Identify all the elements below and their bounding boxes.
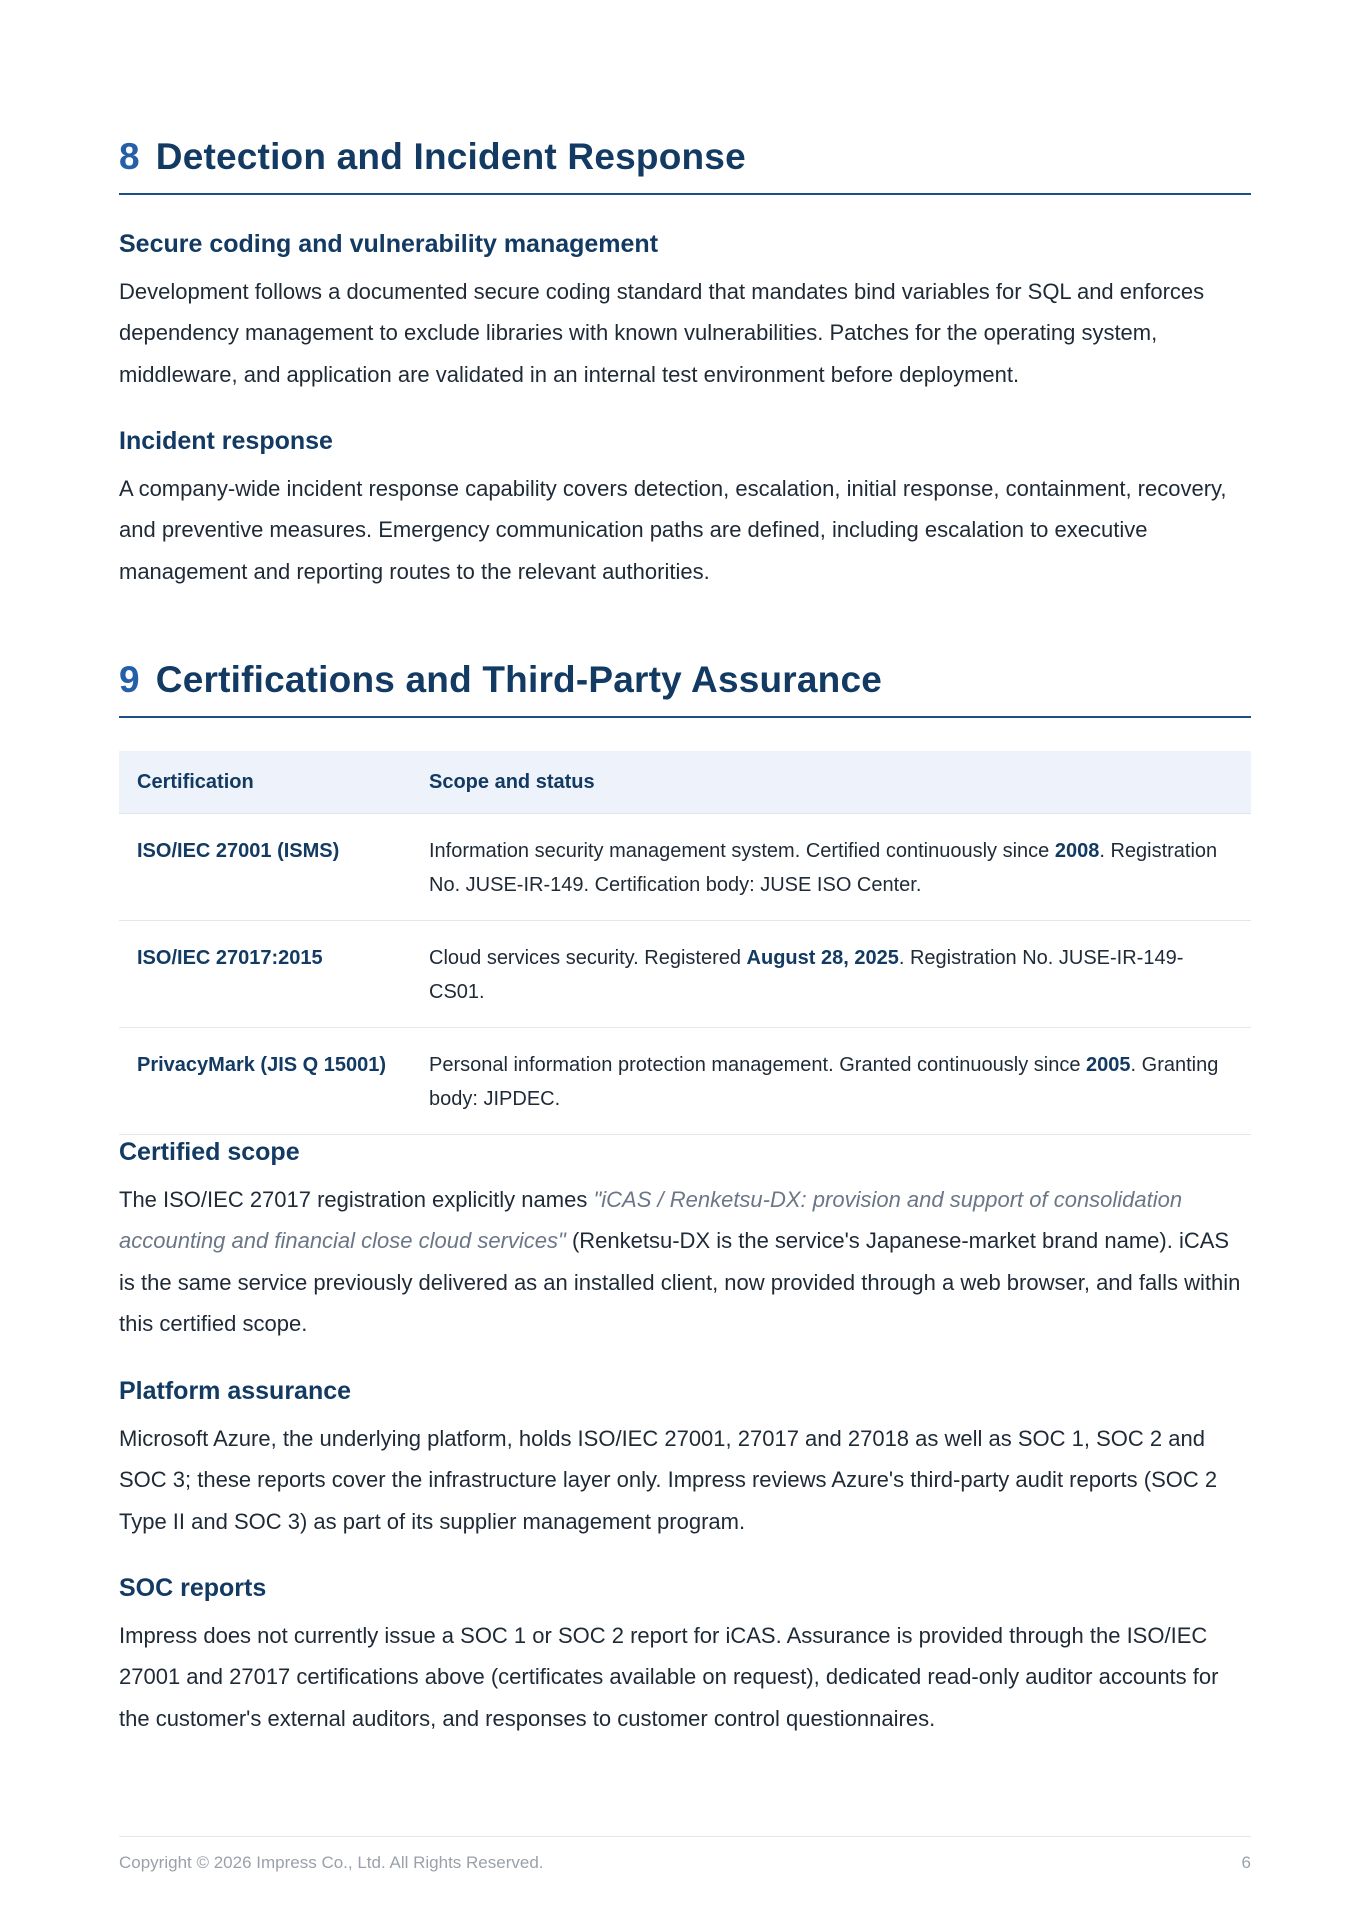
paragraph: Microsoft Azure, the underlying platform, holds ISO/IEC 27001, 27017 and 27018 as well as SOC 1, SOC 2 and SOC 3; these reports cover the infrastructure layer only. Impress reviews Azure's third-party audit reports (SOC 2 Type II and SOC 3) as part of its supplier management program. — [119, 1425, 1218, 1534]
section-title: Detection and Incident Response — [155, 136, 746, 177]
soc-reports-block — [119, 1572, 1251, 1739]
table-row — [119, 814, 1251, 921]
subsection-heading: SOC reports — [119, 1574, 267, 1602]
scope-cell — [411, 814, 1251, 921]
scope-cell — [411, 1028, 1251, 1135]
certification-name: PrivacyMark (JIS Q 15001) — [119, 1028, 411, 1135]
scope-text: . Registration No. JUSE-IR-149. Certification body: JUSE ISO Center. — [429, 840, 1218, 896]
section-9-heading — [119, 658, 1251, 718]
scope-highlight: 2005 — [1086, 1054, 1131, 1076]
certified-scope-block — [119, 1136, 1251, 1345]
platform-assurance-block — [119, 1375, 1251, 1542]
column-header-certification: Certification — [119, 751, 411, 814]
table-header-row — [119, 751, 1251, 814]
page-footer — [119, 1853, 1251, 1873]
subsection-heading: Platform assurance — [119, 1377, 352, 1405]
footer-divider — [119, 1836, 1251, 1837]
section-number: 8 — [119, 136, 140, 177]
scope-text: Personal information protection management. Granted continuously since — [429, 1054, 1087, 1076]
paragraph-text: The ISO/IEC 27017 registration explicitly names — [119, 1186, 594, 1212]
scope-highlight: 2008 — [1054, 840, 1100, 862]
scope-highlight: August 28, 2025 — [746, 947, 899, 969]
section-title: Certifications and Third-Party Assurance — [155, 659, 883, 700]
page-number: 6 — [1241, 1853, 1251, 1872]
incident-response-block — [119, 425, 1251, 592]
scope-cell — [411, 921, 1251, 1028]
table-row — [119, 1028, 1251, 1135]
column-header-scope: Scope and status — [411, 751, 1251, 814]
subsection-heading: Secure coding and vulnerability management — [119, 230, 659, 258]
scope-text: Cloud services security. Registered — [429, 947, 747, 969]
certifications-table — [119, 751, 1251, 1135]
quoted-scope: "iCAS / Renketsu-DX: provision and support of consolidation accounting and financial close cloud services" — [119, 1186, 1183, 1253]
paragraph: A company-wide incident response capability covers detection, escalation, initial response, containment, recovery, and preventive measures. Emergency communication paths are defined, including escalation to executive management and reporting routes to the relevant authorities. — [119, 475, 1227, 584]
paragraph: Impress does not currently issue a SOC 1 or SOC 2 report for iCAS. Assurance is provided through the ISO/IEC 27001 and 27017 certifications above (certificates available on request), dedicated read-only auditor accounts for the customer's external auditors, and responses to customer control questionnaires. — [119, 1622, 1219, 1731]
scope-text: Information security management system. Certified continuously since — [429, 840, 1055, 862]
certification-name: ISO/IEC 27001 (ISMS) — [119, 814, 411, 921]
certification-name: ISO/IEC 27017:2015 — [119, 921, 411, 1028]
secure-coding-block — [119, 228, 1251, 395]
paragraph — [119, 1179, 1251, 1345]
section-number: 9 — [119, 659, 140, 700]
paragraph: Development follows a documented secure coding standard that mandates bind variables for SQL and enforces dependency management to exclude libraries with known vulnerabilities. Patches for the operating system, middleware, and application are validated in an internal test environment before deployment. — [119, 278, 1205, 387]
section-8-heading — [119, 135, 1251, 195]
paragraph-text: (Renketsu-DX is the service's Japanese-market brand name). iCAS is the same service previously delivered as an installed client, now provided through a web browser, and falls within this certified scope. — [119, 1228, 1241, 1336]
scope-text: . Granting body: JIPDEC. — [429, 1054, 1219, 1110]
scope-text: . Registration No. JUSE-IR-149-CS01. — [429, 947, 1184, 1003]
subsection-heading: Incident response — [119, 427, 333, 455]
table-row — [119, 921, 1251, 1028]
subsection-heading: Certified scope — [119, 1138, 300, 1166]
copyright-text: Copyright © 2026 Impress Co., Ltd. All Rights Reserved. — [119, 1853, 544, 1872]
